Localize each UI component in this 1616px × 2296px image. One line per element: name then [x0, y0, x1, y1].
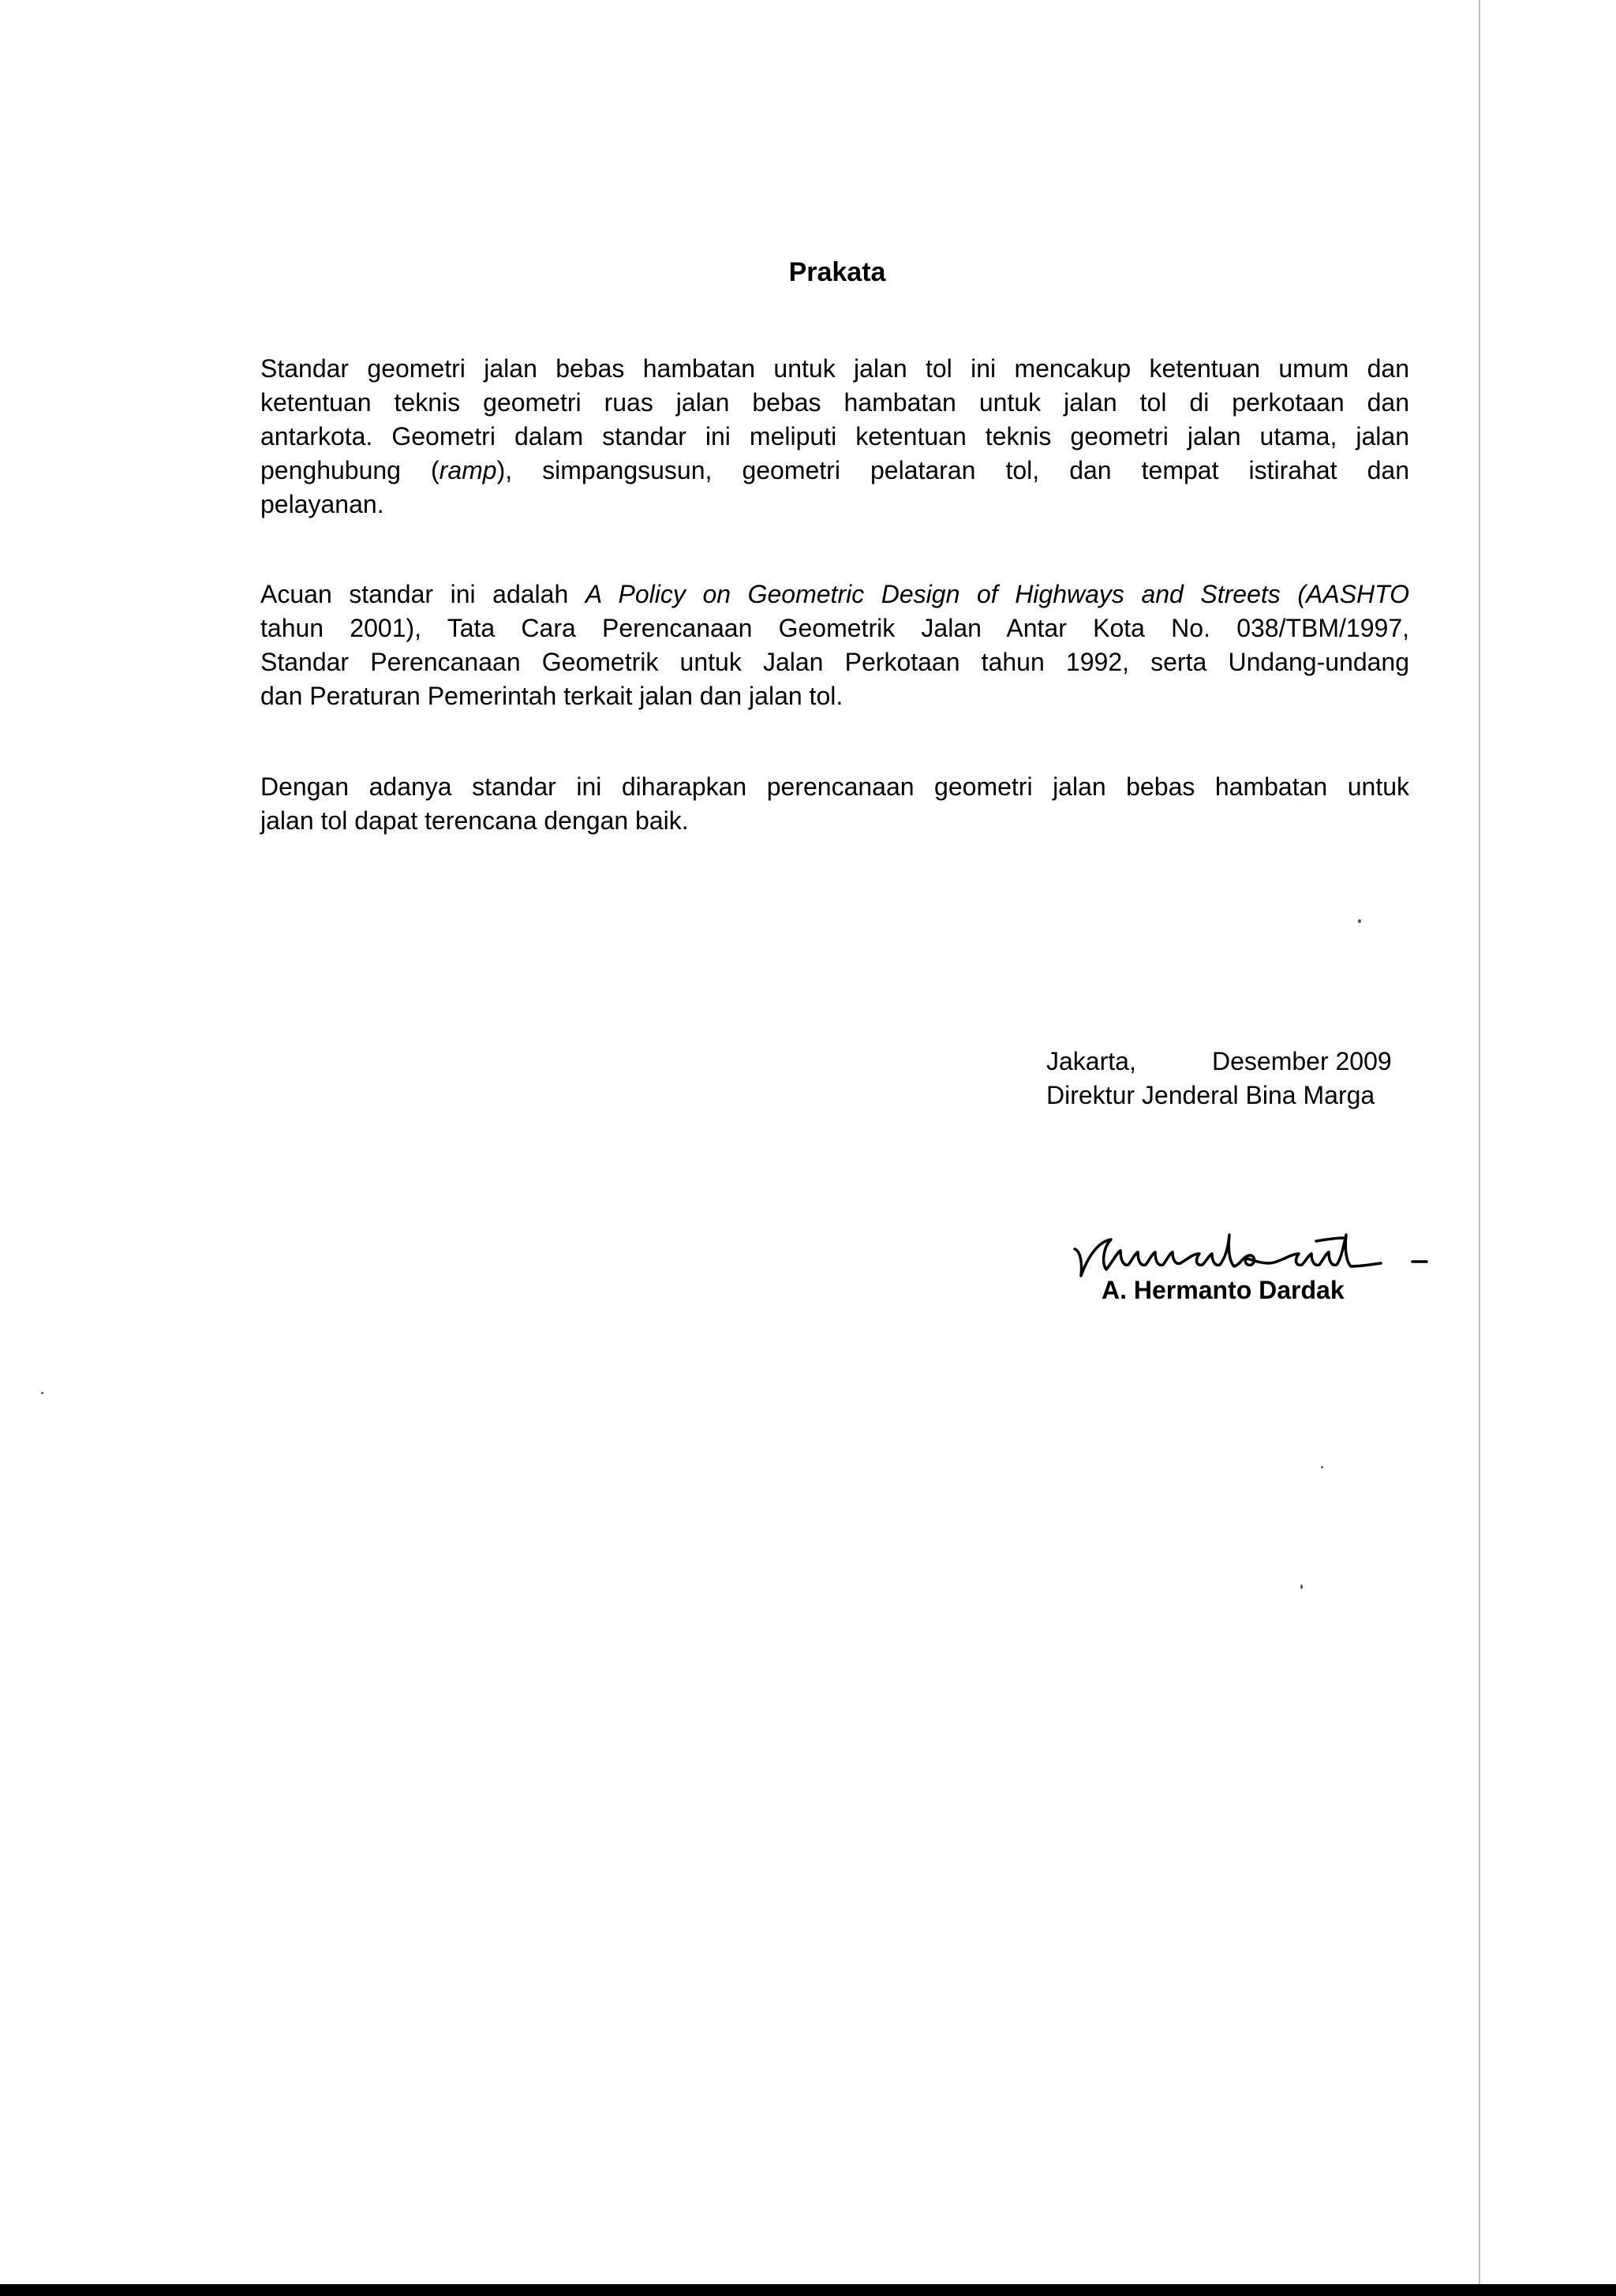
scan-speck	[1300, 1584, 1303, 1589]
closing-date: Desember 2009	[1212, 1047, 1392, 1075]
paragraph-line: pelayanan.	[260, 490, 384, 518]
scan-speck	[1321, 1466, 1323, 1468]
page-edge-right	[1479, 0, 1480, 2296]
paragraph-purpose	[260, 770, 1409, 838]
italic-text: ramp	[439, 456, 497, 484]
paragraph-line: jalan tol dapat terencana dengan baik.	[260, 806, 689, 835]
text-segment: ), simpangsusun, geometri pelataran tol, dan tempat istirahat dan	[496, 456, 1410, 484]
paragraph-line	[260, 578, 1409, 611]
closing-place: Jakarta,	[1046, 1047, 1136, 1075]
paragraph-line: dan Peraturan Pemerintah terkait jalan dan jalan tol.	[260, 682, 844, 710]
page-edge-bottom	[0, 2284, 1616, 2296]
paragraph-line: ketentuan teknis geometri ruas jalan bebas hambatan untuk jalan tol di perkotaan dan	[260, 388, 1409, 417]
paragraph-line: Standar Perencanaan Geometrik untuk Jalan Perkotaan tahun 1992, serta Undang-undang	[260, 648, 1409, 676]
page-title: Prakata	[788, 257, 886, 287]
italic-text: A Policy on Geometric Design of Highways and Streets (AASHTO	[585, 580, 1410, 608]
paragraph-line: antarkota. Geometri dalam standar ini meliputi ketentuan teknis geometri jalan utama, jalan	[260, 422, 1409, 451]
text-segment: penghubung (	[260, 456, 440, 484]
paragraph-line: Dengan adanya standar ini diharapkan perencanaan geometri jalan bebas hambatan untuk	[260, 772, 1409, 801]
text-segment: Acuan standar ini adalah	[260, 580, 585, 608]
scan-speck	[41, 1392, 43, 1394]
closing-block	[1046, 1045, 1392, 1112]
paragraph-references	[260, 578, 1409, 713]
paragraph-scope	[260, 352, 1409, 522]
paragraph-line	[260, 454, 1409, 488]
closing-position: Direktur Jenderal Bina Marga	[1046, 1081, 1375, 1109]
paragraph-line: Standar geometri jalan bebas hambatan untuk jalan tol ini mencakup ketentuan umum dan	[260, 354, 1409, 383]
signer-name: A. Hermanto Dardak	[1102, 1276, 1345, 1304]
paragraph-line: tahun 2001), Tata Cara Perencanaan Geometrik Jalan Antar Kota No. 038/TBM/1997,	[260, 614, 1409, 642]
place-date-line	[1046, 1045, 1392, 1079]
scan-speck	[1358, 919, 1361, 923]
